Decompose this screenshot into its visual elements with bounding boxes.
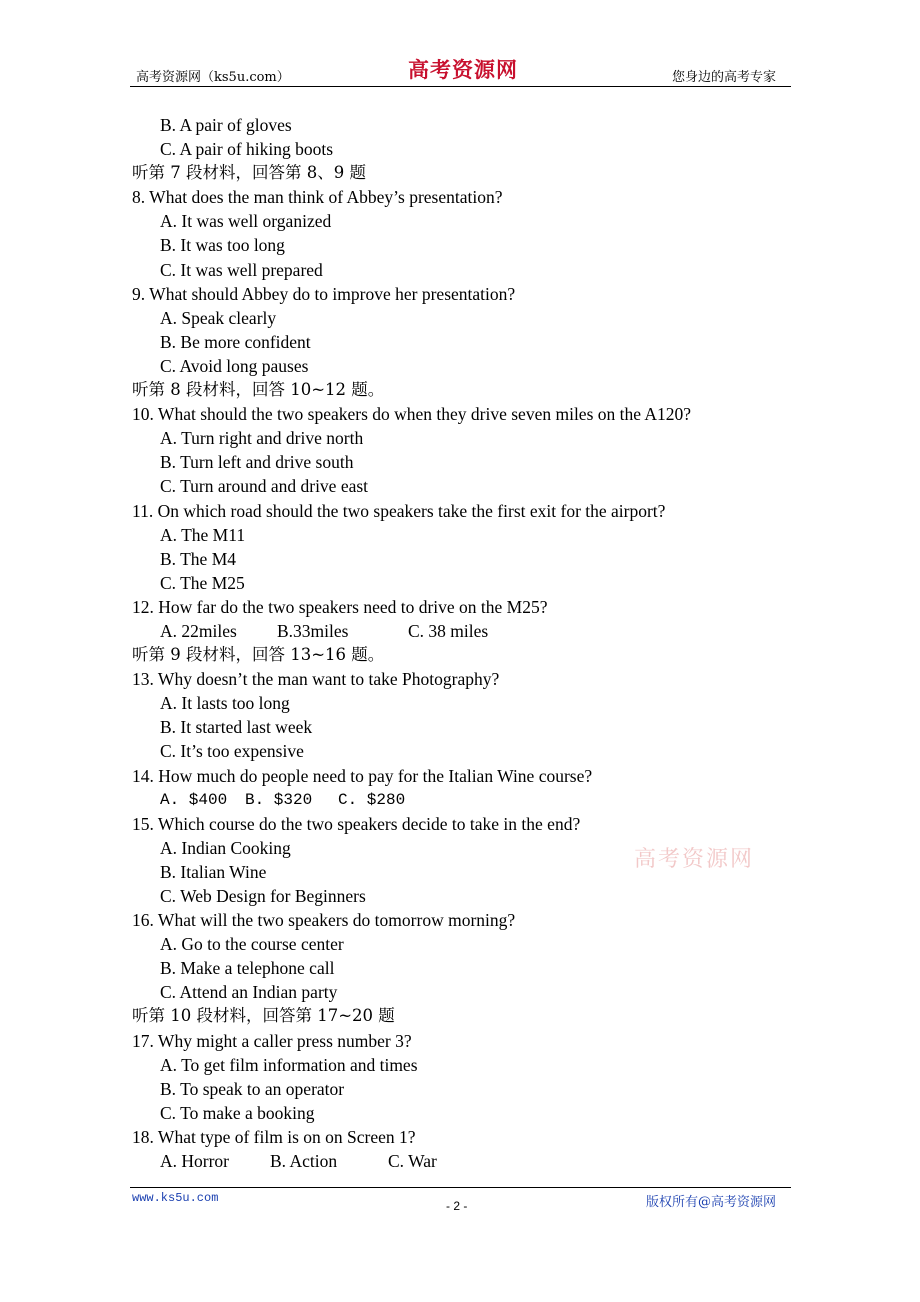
question-18: 18. What type of film is on on Screen 1? <box>132 1126 416 1147</box>
question-17: 17. Why might a caller press number 3? <box>132 1030 412 1051</box>
question-16-option-c: C. Attend an Indian party <box>160 982 338 1003</box>
question-18-option-c: C. War <box>388 1151 437 1172</box>
question-13-option-a: A. It lasts too long <box>160 693 290 714</box>
document-body <box>132 113 792 1173</box>
question-12: 12. How far do the two speakers need to drive on the M25? <box>132 596 548 617</box>
question-16-option-b: B. Make a telephone call <box>160 958 335 979</box>
header-rule <box>130 86 791 87</box>
question-17-option-a: A. To get film information and times <box>160 1054 418 1075</box>
question-9-option-a: A. Speak clearly <box>160 307 277 328</box>
question-15: 15. Which course do the two speakers decide to take in the end? <box>132 813 581 834</box>
header-slogan: 您身边的高考专家 <box>672 70 777 85</box>
question-11: 11. On which road should the two speakers take the first exit for the airport? <box>132 500 666 521</box>
question-16-option-a: A. Go to the course center <box>160 934 344 955</box>
footer-link[interactable]: www.ks5u.com <box>132 1191 219 1205</box>
option-c: C. A pair of hiking boots <box>160 139 334 160</box>
question-18-option-b: B. Action <box>270 1151 338 1172</box>
section-heading-9: 听第 9 段材料，回答 13~16 题。 <box>132 645 385 665</box>
question-11-option-c: C. The M25 <box>160 572 245 593</box>
header-site-name: 高考资源网（ks5u.com） <box>136 70 290 85</box>
question-10-option-b: B. Turn left and drive south <box>160 452 354 473</box>
question-10-option-c: C. Turn around and drive east <box>160 476 369 497</box>
question-12-option-c: C. 38 miles <box>408 620 489 641</box>
footer-copyright: 版权所有@高考资源网 <box>646 1195 777 1210</box>
question-8-option-b: B. It was too long <box>160 235 285 256</box>
question-10-option-a: A. Turn right and drive north <box>160 428 364 449</box>
question-18-options <box>132 1149 792 1173</box>
question-13-option-c: C. It’s too expensive <box>160 741 304 762</box>
question-15-option-a: A. Indian Cooking <box>160 837 291 858</box>
section-heading-7: 听第 7 段材料，回答第 8、9 题 <box>132 163 366 183</box>
question-9-option-b: B. Be more confident <box>160 331 311 352</box>
question-18-option-a: A. Horror <box>160 1151 230 1172</box>
question-9: 9. What should Abbey do to improve her presentation? <box>132 283 516 304</box>
question-11-option-a: A. The M11 <box>160 524 246 545</box>
question-15-option-c: C. Web Design for Beginners <box>160 886 366 906</box>
option-b: B. A pair of gloves <box>160 115 292 135</box>
question-13-option-b: B. It started last week <box>160 717 313 738</box>
footer-rule <box>130 1187 791 1188</box>
question-14-option-b: B. $320 <box>245 790 313 809</box>
section-heading-10: 听第 10 段材料，回答第 17~20 题 <box>132 1006 395 1026</box>
question-14-option-c: C. $280 <box>338 790 406 809</box>
question-14-options <box>132 788 792 812</box>
header-logo: 高考资源网 <box>408 57 518 82</box>
question-13: 13. Why doesn’t the man want to take Photography? <box>132 669 500 690</box>
question-14: 14. How much do people need to pay for the Italian Wine course? <box>132 765 593 786</box>
question-15-option-b: B. Italian Wine <box>160 861 267 882</box>
question-16: 16. What will the two speakers do tomorrow morning? <box>132 910 516 931</box>
page-number: - 2 - <box>446 1199 468 1213</box>
question-10: 10. What should the two speakers do when they drive seven miles on the A120? <box>132 404 692 425</box>
question-8-option-c: C. It was well prepared <box>160 259 323 280</box>
question-12-option-a: A. 22miles <box>160 620 237 641</box>
question-17-option-b: B. To speak to an operator <box>160 1078 345 1099</box>
question-9-option-c: C. Avoid long pauses <box>160 355 309 376</box>
watermark: 高考资源网 <box>634 847 755 872</box>
section-heading-8: 听第 8 段材料，回答 10~12 题。 <box>132 380 385 400</box>
question-8-option-a: A. It was well organized <box>160 211 332 232</box>
question-8: 8. What does the man think of Abbey’s presentation? <box>132 187 503 208</box>
question-12-option-b: B.33miles <box>277 620 349 641</box>
question-14-option-a: A. $400 <box>160 790 228 809</box>
question-12-options <box>132 619 792 643</box>
question-17-option-c: C. To make a booking <box>160 1102 315 1123</box>
question-11-option-b: B. The M4 <box>160 548 236 569</box>
